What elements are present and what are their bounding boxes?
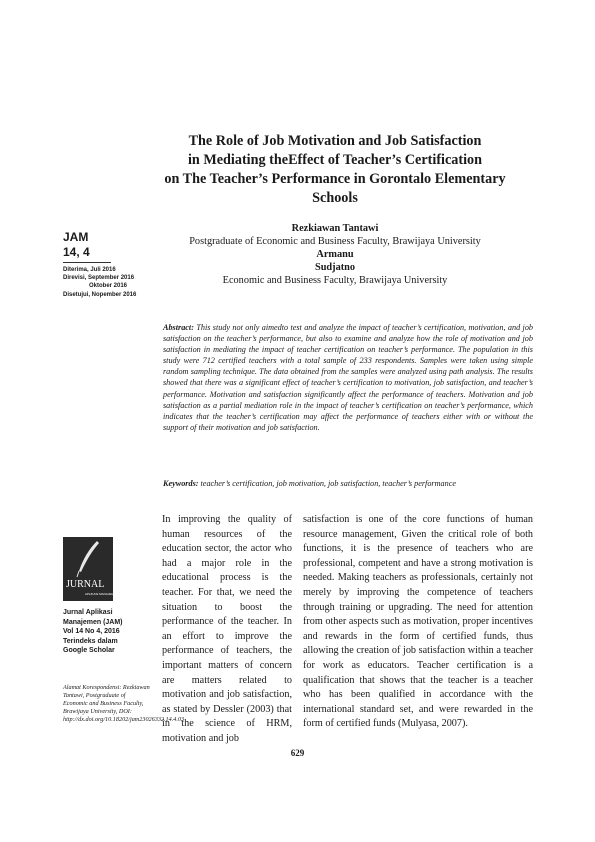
body-column-2: satisfaction is one of the core functions of human resource management, Given the critical role of both functions, it is the presence of teachers who are professional, competent and have a strong motivation is needed. Making teachers as professionals, certainly not merely by improving the competence of teachers through training or upgrading. The need for attention from other aspects such as motivation, proper incentives and rewards in the form of certified funds, thus allowing the creation of job satisfaction within a teacher for work as educators. Teacher certification is a qualification that shows that the teacher is a teacher who has been qualified in accordance with the international standard set, and were rewarded in the form of certified funds (Mulyasa, 2007).: [303, 514, 533, 730]
author-block: [150, 222, 520, 287]
journal-code-block: [63, 230, 90, 260]
abstract: [163, 322, 533, 433]
page-number: 629: [290, 748, 305, 758]
revised-date-2: Oktober 2016: [89, 283, 128, 290]
keywords: [163, 478, 533, 489]
body-column-1: In improving the quality of human resources of the education sector, the actor who had a major role in the educational process is the teacher. For that, we need the situation to boost the performance of the teacher. In an effort to improve the performance of teachers, the important matters of concern are matters related to motivation and job satisfaction, as stated by Dessler (2003) that in the science of HRM, motivation and job: [162, 514, 292, 744]
author-name: Sudjatno: [314, 262, 356, 273]
author-name: Armanu: [316, 249, 354, 260]
received-date: Diterima, Juli 2016: [63, 267, 116, 273]
journal-info-line: Jurnal Aplikasi: [63, 609, 113, 616]
logo-text: JURNAL: [66, 579, 105, 590]
title-line: Schools: [312, 190, 358, 206]
journal-info-line: Terindeks dalam: [63, 637, 118, 645]
journal-info-line: Google Scholar: [63, 647, 115, 654]
journal-info-line: Manajemen (JAM): [63, 618, 123, 626]
journal-code: JAM: [63, 230, 89, 244]
title-line: in Mediating theEffect of Teacher’s Certification: [187, 152, 483, 168]
accepted-date: Disetujui, Nopember 2016: [63, 291, 137, 298]
keywords-text: teacher’s certification, job motivation, job satisfaction, teacher’s performance: [200, 479, 456, 488]
journal-info: [63, 608, 123, 656]
submission-dates: [63, 266, 136, 299]
author-affiliation: Postgraduate of Economic and Business Faculty, Brawijaya University: [189, 236, 481, 247]
abstract-text: This study not only aimedto test and analyze the impact of teacher’s certification, motivation, and job satisfaction on the teacher’s performance, but also to examine and analyze how the role of motivation and job satisfaction in mediating the impact of teacher certification on teacher’s performance. The population in this study were 712 certified teachers with a total sample of 233 respondents. Samples were taken using simple random sampling technique. The data obtained from the samples were analyzed using path analysis. The results showed that there was a significant effect of teacher’s certification to motivation, job satisfaction, and teacher’s performance. Motivation and satisfaction significantly affect the performance of teachers. Motivation and job satisfaction as a partial mediation role in the impact of teacher’s certification on teacher’s performance, which indicates that the teacher’s certification may affect the performance of teachers either with or without the support of their motivation and job satisfaction.: [163, 323, 534, 432]
volume-issue: 14, 4: [63, 245, 90, 259]
quill-icon: [63, 537, 119, 601]
abstract-label: Abstract:: [163, 323, 194, 332]
correspondence-address: Alamat Korespondensi: Rezkiawan Tantawi, Postgraduate of Economic and Business Faculty, Brawijaya University, DOI: http://dx.doi.org/10.18202/jam23026332.14.4.03: [63, 684, 185, 723]
article-title: [150, 132, 520, 208]
author-name: Rezkiawan Tantawi: [291, 223, 379, 234]
author-affiliation: Economic and Business Faculty, Brawijaya University: [222, 275, 448, 286]
revised-date: Direvisi, September 2016: [63, 275, 135, 282]
logo-subtext: APLIKASI MANAJEMEN: [85, 592, 119, 596]
title-line: on The Teacher’s Performance in Gorontalo Elementary: [164, 171, 506, 187]
journal-info-line: Vol 14 No 4, 2016: [63, 628, 120, 635]
title-line: The Role of Job Motivation and Job Satisfaction: [188, 133, 482, 149]
keywords-label: Keywords:: [163, 479, 199, 488]
journal-logo: [63, 537, 119, 601]
sidebar-divider: [63, 262, 111, 263]
